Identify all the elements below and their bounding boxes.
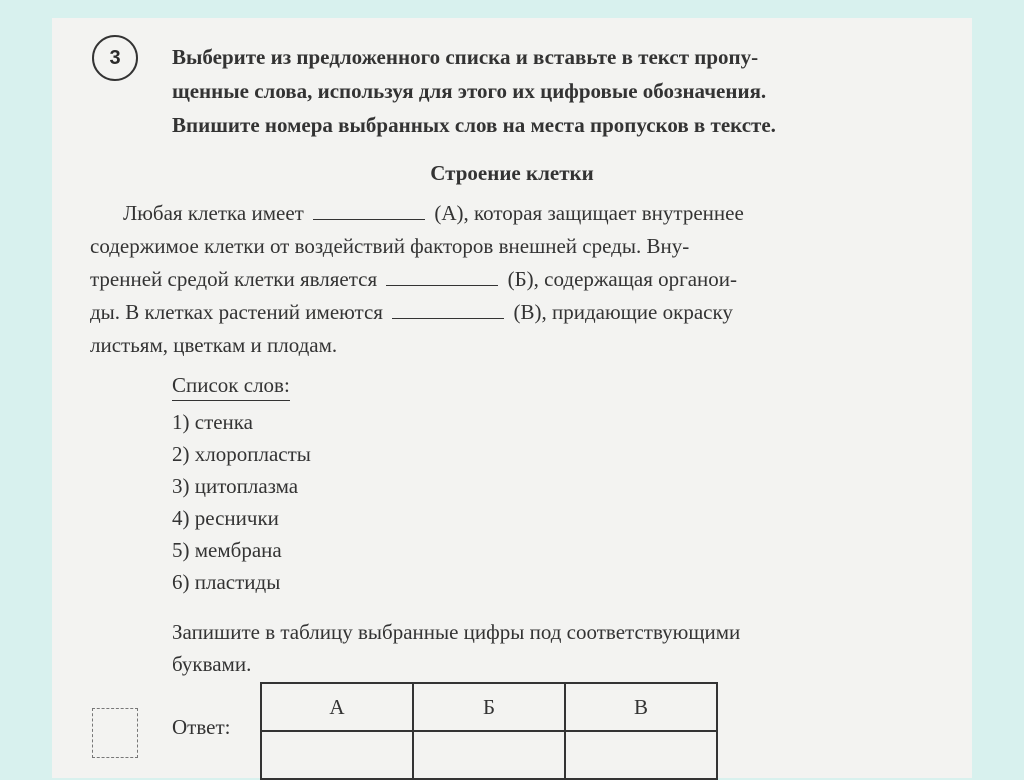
text-fragment: (Б), содержащая органои- (507, 267, 738, 291)
word-list-item: 3) цитоплазма (172, 474, 299, 498)
answer-cell-b[interactable] (413, 731, 565, 779)
blank-v (392, 298, 504, 319)
table-instruction-line: буквами. (172, 652, 252, 676)
word-list-item: 2) хлоропласты (172, 442, 311, 466)
worksheet-page (52, 18, 972, 778)
blank-b (386, 265, 498, 286)
word-list-heading: Список слов: (172, 370, 290, 401)
text-fragment: тренней средой клетки является (90, 267, 378, 291)
word-list (172, 406, 311, 598)
text-line (90, 230, 950, 263)
text-line (90, 329, 950, 362)
answer-label: Ответ: (172, 715, 231, 739)
task-instruction (172, 40, 952, 142)
blank-a (313, 199, 425, 220)
word-list-item: 1) стенка (172, 410, 254, 434)
text-fragment: содержимое клетки от воздействий факторов внешней среды. Вну- (90, 234, 690, 258)
text-fragment: листьям, цветкам и плодам. (90, 333, 338, 357)
instruction-line: Впишите номера выбранных слов на места пропусков в тексте. (172, 113, 776, 137)
table-instruction (172, 616, 962, 680)
text-fragment: (А), которая защищает внутреннее (434, 201, 744, 225)
column-header-b: Б (413, 683, 565, 731)
text-line (90, 296, 950, 329)
gap-fill-text (90, 197, 950, 362)
answer-table (260, 682, 718, 780)
word-list-item: 4) реснички (172, 506, 279, 530)
word-list-item: 5) мембрана (172, 538, 282, 562)
text-fragment: Любая клетка имеет (123, 201, 304, 225)
answer-input-row (261, 731, 717, 779)
answer-header-row (261, 683, 717, 731)
column-header-a: А (261, 683, 413, 731)
instruction-line: щенные слова, используя для этого их цифровые обозначения. (172, 79, 767, 103)
score-box (92, 708, 138, 758)
answer-cell-a[interactable] (261, 731, 413, 779)
task-number: 3 (92, 35, 138, 81)
text-title: Строение клетки (430, 161, 594, 185)
word-list-item: 6) пластиды (172, 570, 281, 594)
instruction-line: Выберите из предложенного списка и вставьте в текст пропу- (172, 45, 759, 69)
column-header-v: В (565, 683, 717, 731)
text-line (90, 263, 950, 296)
text-fragment: ды. В клетках растений имеются (90, 300, 383, 324)
text-line (90, 197, 950, 230)
answer-cell-v[interactable] (565, 731, 717, 779)
table-instruction-line: Запишите в таблицу выбранные цифры под соответствующими (172, 620, 741, 644)
text-fragment: (В), придающие окраску (513, 300, 733, 324)
